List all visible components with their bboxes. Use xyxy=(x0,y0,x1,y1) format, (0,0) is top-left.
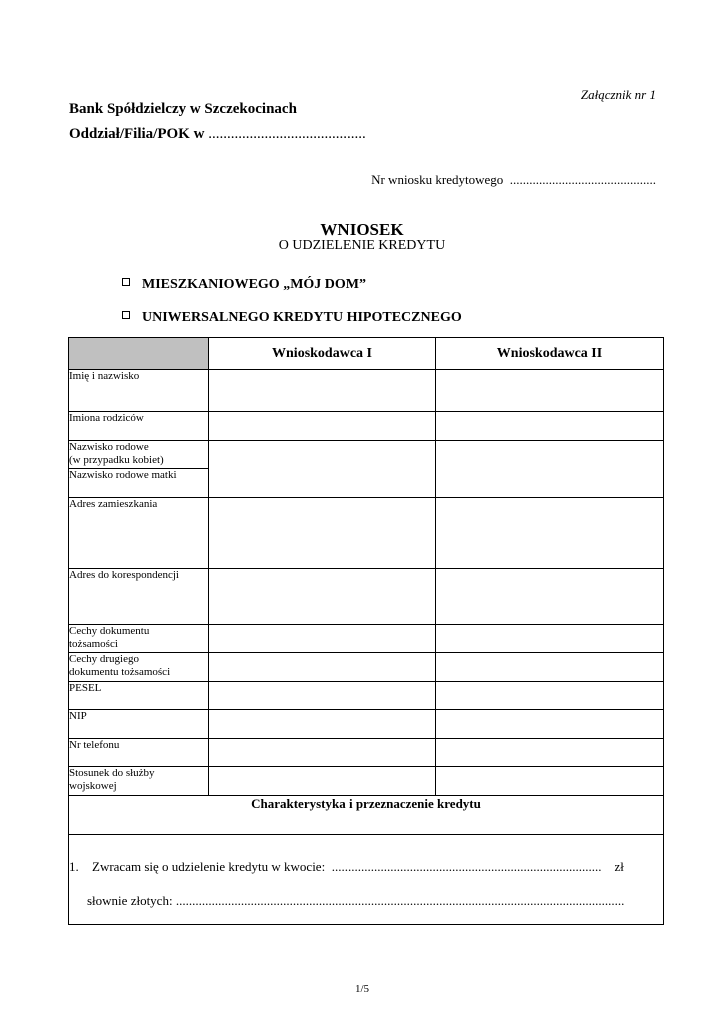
table-row xyxy=(69,569,664,625)
row-label: Adres zamieszkania xyxy=(69,498,209,569)
table-row xyxy=(69,710,664,739)
section-title: Charakterystyka i przeznaczenie kredytu xyxy=(69,796,664,835)
row-label: Stosunek do służby wojskowej xyxy=(69,767,209,796)
option-hipoteczny[interactable] xyxy=(122,310,462,326)
applicant-2-field[interactable] xyxy=(436,441,664,498)
row-label: Nr telefonu xyxy=(69,739,209,767)
applicant-2-field[interactable] xyxy=(436,739,664,767)
header-corner xyxy=(69,338,209,370)
option-label: UNIWERSALNEGO KREDYTU HIPOTECZNEGO xyxy=(142,310,462,325)
branch-label: Oddział/Filia/POK w xyxy=(69,126,205,142)
document-subtitle: O UDZIELENIE KREDYTU xyxy=(278,238,446,253)
amount-words-field[interactable]: .......................................................................................................................................... xyxy=(175,893,625,908)
table-row xyxy=(69,441,664,469)
row-label: Nazwisko rodowe (w przypadku kobiet) xyxy=(69,441,209,469)
applicant-2-field[interactable] xyxy=(436,767,664,796)
applicant-2-field[interactable] xyxy=(436,682,664,710)
table-row xyxy=(69,767,664,796)
branch-line xyxy=(69,126,366,143)
applicant-2-field[interactable] xyxy=(436,370,664,412)
option-label: MIESZKANIOWEGO „MÓJ DOM” xyxy=(142,277,367,292)
table-row xyxy=(69,498,664,569)
credit-amount-row xyxy=(69,835,664,925)
application-number-field[interactable]: ............................................. xyxy=(509,172,656,187)
header-applicant-1: Wnioskodawca I xyxy=(209,338,436,370)
application-number-line xyxy=(371,172,656,188)
applicant-2-field[interactable] xyxy=(436,412,664,441)
applicant-2-field[interactable] xyxy=(436,710,664,739)
applicant-2-field[interactable] xyxy=(436,569,664,625)
amount-field[interactable]: ................................................................................... xyxy=(331,859,602,874)
option-moj-dom[interactable] xyxy=(122,277,366,293)
applicant-2-field[interactable] xyxy=(436,625,664,653)
row-label: Cechy dokumentu tożsamości xyxy=(69,625,209,653)
applicant-1-field[interactable] xyxy=(209,710,436,739)
row-label: Imiona rodziców xyxy=(69,412,209,441)
table-row xyxy=(69,370,664,412)
applicant-2-field[interactable] xyxy=(436,498,664,569)
row-label: Cechy drugiego dokumentu tożsamości xyxy=(69,653,209,682)
table-row xyxy=(69,625,664,653)
row-label: Imię i nazwisko xyxy=(69,370,209,412)
credit-amount-cell xyxy=(69,835,664,925)
applicants-table xyxy=(68,337,664,925)
table-header-row xyxy=(69,338,664,370)
application-number-label: Nr wniosku kredytowego xyxy=(371,172,504,187)
applicant-1-field[interactable] xyxy=(209,441,436,498)
attachment-number: Załącznik nr 1 xyxy=(580,87,656,102)
amount-line xyxy=(69,859,663,875)
table-row xyxy=(69,412,664,441)
table-row xyxy=(69,682,664,710)
row-label: Nazwisko rodowe matki xyxy=(69,469,209,498)
header-applicant-2: Wnioskodawca II xyxy=(436,338,664,370)
bank-name: Bank Spółdzielczy w Szczekocinach xyxy=(69,101,297,117)
item-number: 1. xyxy=(69,859,79,874)
applicant-1-field[interactable] xyxy=(209,653,436,682)
currency-label: zł xyxy=(614,859,624,874)
applicant-2-field[interactable] xyxy=(436,653,664,682)
page-number: 1/5 xyxy=(354,983,370,995)
table-row xyxy=(69,739,664,767)
branch-field[interactable]: .......................................... xyxy=(208,126,366,142)
applicant-1-field[interactable] xyxy=(209,569,436,625)
applicant-1-field[interactable] xyxy=(209,625,436,653)
applicant-1-field[interactable] xyxy=(209,739,436,767)
applicant-1-field[interactable] xyxy=(209,370,436,412)
checkbox-icon[interactable] xyxy=(122,311,130,319)
amount-label: Zwracam się o udzielenie kredytu w kwocie: xyxy=(92,859,326,874)
document-title: WNIOSEK xyxy=(320,220,404,239)
amount-words-line xyxy=(69,893,663,909)
row-label: NIP xyxy=(69,710,209,739)
applicant-1-field[interactable] xyxy=(209,767,436,796)
amount-words-label: słownie złotych: xyxy=(87,893,173,908)
applicant-1-field[interactable] xyxy=(209,412,436,441)
applicant-1-field[interactable] xyxy=(209,682,436,710)
row-label: PESEL xyxy=(69,682,209,710)
checkbox-icon[interactable] xyxy=(122,278,130,286)
row-label: Adres do korespondencji xyxy=(69,569,209,625)
section-header-row xyxy=(69,796,664,835)
applicant-1-field[interactable] xyxy=(209,498,436,569)
table-row xyxy=(69,653,664,682)
